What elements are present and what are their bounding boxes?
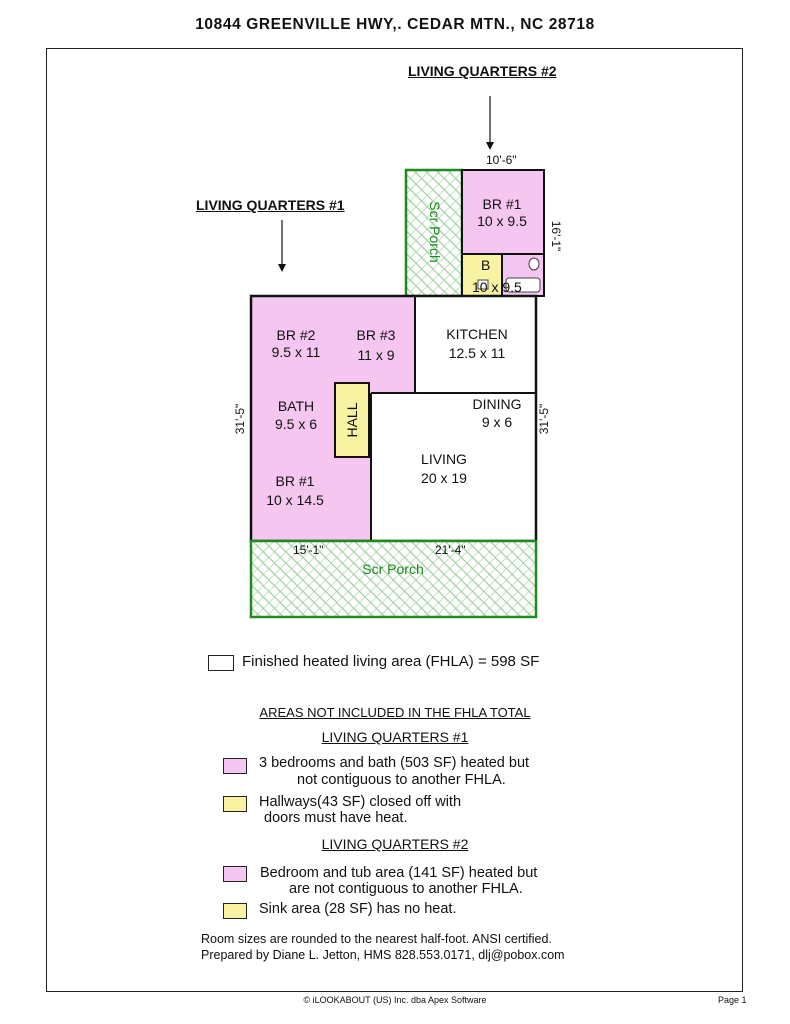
br1-bottom-size: 10 x 14.5 (266, 492, 324, 508)
not-included-heading: AREAS NOT INCLUDED IN THE FHLA TOTAL (259, 705, 531, 720)
lq2-yellow-swatch (223, 903, 247, 919)
dim-bottom-right: 21'-4" (435, 543, 466, 557)
lq1-pink-text-2: not contiguous to another FHLA. (297, 772, 506, 788)
br1-top-size: 10 x 9.5 (477, 213, 527, 229)
lq1-label: LIVING QUARTERS #1 (196, 197, 345, 213)
lq2-pink-text-2: are not contiguous to another FHLA. (289, 881, 523, 897)
footer-copyright: © iLOOKABOUT (US) Inc. dba Apex Software (303, 995, 487, 1005)
dim-left-height: 31'-5" (233, 403, 247, 435)
br2-label: BR #2 (276, 327, 316, 343)
lq2-label: LIVING QUARTERS #2 (408, 63, 557, 79)
note-line-2: Prepared by Diane L. Jetton, HMS 828.553.0171, dlj@pobox.com (201, 948, 565, 962)
br1-top-room (462, 170, 544, 254)
note-line-1: Room sizes are rounded to the nearest half-foot. ANSI certified. (201, 932, 552, 946)
hall-label: HALL (344, 402, 360, 438)
lq1-pink-swatch (223, 758, 247, 774)
br3-size: 11 x 9 (357, 347, 395, 363)
arrow-lq1-head (278, 264, 286, 272)
dim-bottom-left: 15'-1" (293, 543, 324, 557)
living-size: 20 x 19 (421, 470, 467, 486)
bath-size: 9.5 x 6 (274, 416, 318, 432)
arrow-lq2-head (486, 142, 494, 150)
dim-right-small: 16'-1" (549, 220, 563, 252)
bath-label: BATH (277, 398, 315, 414)
br1-bottom-label: BR #1 (275, 473, 315, 489)
toilet-fixture (529, 258, 539, 270)
scr-porch-top-label: Scr Porch (427, 201, 443, 263)
dim-top-width: 10'-6" (486, 153, 517, 167)
lq1-yellow-text-1: Hallways(43 SF) closed off with (259, 794, 462, 810)
kitchen-label: KITCHEN (446, 326, 508, 342)
lq2-yellow-text: Sink area (28 SF) has no heat. (259, 901, 457, 917)
lq1-yellow-swatch (223, 796, 247, 812)
b-size: 10 x 9.5 (472, 279, 522, 295)
legend-lq1-heading: LIVING QUARTERS #1 (321, 729, 469, 745)
br1-top-label: BR #1 (482, 196, 522, 212)
lq2-pink-swatch (223, 866, 247, 882)
br3-label: BR #3 (356, 327, 396, 343)
page-title: 10844 GREENVILLE HWY,. CEDAR MTN., NC 28718 (195, 16, 595, 33)
br2-size: 9.5 x 11 (271, 344, 321, 360)
b-label: B (481, 257, 491, 273)
lq1-pink-text-1: 3 bedrooms and bath (503 SF) heated but (259, 755, 530, 771)
dining-size: 9 x 6 (481, 414, 513, 430)
lq1-yellow-text-2: doors must have heat. (264, 810, 408, 826)
fhla-swatch (208, 655, 234, 671)
living-label: LIVING (421, 451, 467, 467)
page-number: Page 1 (718, 995, 747, 1005)
lq2-pink-text-1: Bedroom and tub area (141 SF) heated but (260, 865, 538, 881)
legend-lq2-heading: LIVING QUARTERS #2 (321, 836, 469, 852)
fhla-text: Finished heated living area (FHLA) = 598 SF (242, 653, 540, 670)
scr-porch-bottom-label: Scr Porch (362, 561, 424, 577)
dim-right-height: 31'-5" (537, 403, 551, 435)
kitchen-size: 12.5 x 11 (448, 345, 506, 361)
dining-label: DINING (472, 396, 522, 412)
